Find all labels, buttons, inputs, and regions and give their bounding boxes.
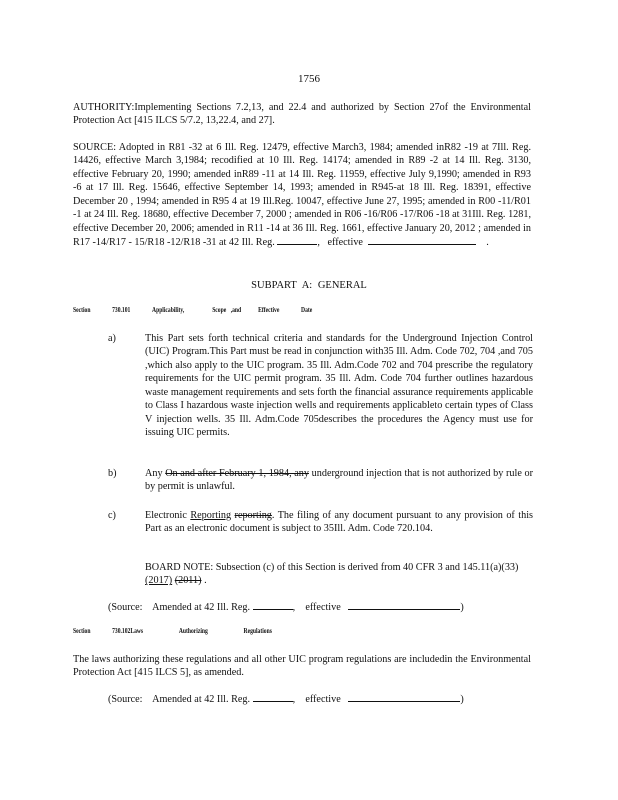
blank-line: [348, 600, 460, 610]
text-segment: (Source:: [108, 694, 143, 705]
inserted-text: Reporting: [190, 510, 232, 521]
subsection-label: c): [108, 510, 116, 521]
struck-text: (2011): [174, 575, 202, 587]
text-segment: effective: [305, 602, 341, 613]
text-segment: BOARD NOTE: Subsection (c) of this Section is derived from 40 CFR 3 and 145.11(a)(33): [145, 562, 519, 573]
text-segment: Any: [145, 468, 163, 479]
source-note: [73, 141, 531, 250]
subsection-text: [145, 509, 533, 536]
text-segment: ): [460, 694, 464, 705]
authority-note: AUTHORITY:Implementing Sections 7.2,13, and 22.4 and authorized by Section 27of the Environmental Protection Act [415 ILCS 5/7.2, 13,22.4, and 27].: [73, 102, 531, 127]
text-segment: ,: [292, 694, 296, 705]
text-segment: Amended at 42 Ill. Reg.: [152, 602, 251, 613]
struck-text: reporting: [234, 510, 272, 521]
section-source-note: [108, 692, 528, 706]
section-title-word: Authorizing: [178, 627, 208, 635]
text-segment: effective: [305, 694, 341, 705]
text-segment: Amended at 42 Ill. Reg.: [152, 694, 251, 705]
text-segment: .: [204, 575, 207, 587]
section-heading-730-102: [73, 627, 272, 637]
blank-line: [277, 235, 317, 245]
section-label: Section: [73, 627, 91, 635]
section-title-word: Regulations: [243, 627, 272, 635]
blank-line: [348, 692, 460, 702]
blank-line: [368, 235, 476, 245]
text-segment: Electronic: [145, 510, 187, 521]
source-text: SOURCE: Adopted in R81 -32 at 6 Ill. Reg. 12479, effective March3, 1984; amended inR82 -19 at 7Ill. Reg. 14426, effective March 3,1984; recodified at 10 Ill. Reg. 14174; amended in R89 -2 at 14 Ill. Reg. 3130, effective February 20, 1990; amended inR89 -11 at 14 Ill. Reg. 11959, effective July 9,1990; amended in R93 -6 at 17 Ill. Reg. 15646, effective September 14, 1993; amended in R945-at 18 Ill. Reg. 18391, effective December 20 , 1994; amended in R95 4 at 19 Ill.Reg. 10047, effective June 27, 1995; amended in R00 -11/R01 -1 at 24 Ill. Reg. 18680, effective December 7, 2000 ; amended in R06 -16/R06 -17/R06 -18 at 31Ill. Reg. 1281, effective December 20, 2006; amended in R11 -14 at 36 Ill. Reg. 1661, effective January 20, 2012 ; amended in R17 -14/R17 - 15/R18 -12/R18 -31 at 42 Ill. Reg.: [73, 142, 531, 249]
section-heading-730-101: [73, 306, 312, 316]
page-number: 1756: [298, 73, 320, 85]
section-label: Section: [73, 306, 91, 314]
section-title-word: Applicability,: [152, 306, 185, 314]
blank-line: [253, 692, 293, 702]
source-period: .: [486, 237, 489, 249]
section-title-word: Scope: [212, 306, 227, 314]
section-id: 730.102Laws: [112, 627, 144, 635]
inserted-text: (2017): [145, 575, 173, 587]
text-segment: (Source:: [108, 602, 143, 613]
source-effective: effective: [327, 237, 363, 249]
laws-paragraph: The laws authorizing these regulations and all other UIC program regulations are includedin the Environmental Protection Act [415 ILCS 5], as amended.: [73, 654, 531, 679]
board-note: [145, 561, 533, 588]
section-title-word: ,and: [230, 306, 242, 314]
section-id: 730.101: [112, 306, 131, 314]
section-title-word: Effective: [258, 306, 280, 314]
subsection-label: b): [108, 468, 117, 479]
section-title-word: Date: [301, 306, 313, 314]
subsection-label: a): [108, 333, 116, 344]
text-segment: ): [460, 602, 464, 613]
struck-text: On and after February 1, 1984, any: [165, 468, 309, 479]
text-segment: . The filing of any document pursuant to any provision of this Part as an electronic document is subject to 35Ill. Adm. Code 720.104.: [145, 510, 534, 535]
text-segment: ,: [292, 602, 296, 613]
blank-line: [253, 600, 293, 610]
source-comma: ,: [317, 237, 320, 249]
text-segment: underground injection that is not authorized by rule or by permit is unlawful.: [145, 468, 533, 493]
subsection-text: [145, 467, 533, 494]
subpart-heading: SUBPART A: GENERAL: [251, 280, 367, 291]
section-source-note: [108, 600, 528, 614]
subsection-text: This Part sets forth technical criteria and standards for the Underground Injection Control (UIC) Program.This Part must be read in conjunction with35 Ill. Adm. Code 702, 704 ,and 705 ,which also apply to the UIC program. 35 Ill. Adm.Code 702 and 704 prescribe the regulatory requirements for the UIC permit program. 35 Ill. Adm. Code 704 further outlines hazardous waste management requirements and sets forth the financial assurance requirements applicable to Class I hazardous waste injection wells and requirements applicableto certain types of Class V injection wells. 35 Ill. Adm.Code 705describes the procedures the Agency must use for issuing UIC permits.: [145, 333, 533, 439]
